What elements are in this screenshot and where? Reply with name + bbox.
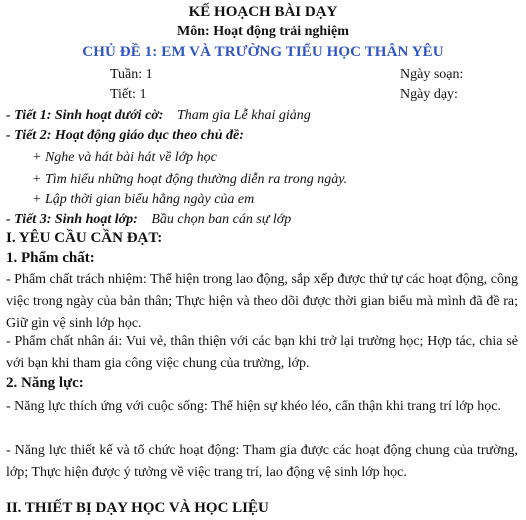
- section-1-heading: I. YÊU CẦU CẦN ĐẠT:: [6, 230, 163, 246]
- lesson-3-label: - Tiết 3: Sinh hoạt lớp:: [6, 212, 138, 227]
- lesson-2: [6, 126, 520, 146]
- paragraph-design-ability: - Năng lực thiết kế và tổ chức hoạt động: Tham gia được các hoạt động chung của trường, lớp; Thực hiện được ý tưởng về việc trang trí, lao động vệ sinh lớp học.: [6, 443, 518, 480]
- paragraph-kindness: - Phẩm chất nhân ái: Vui vẻ, thân thiện với các bạn khi trở lại trường học; Hợp tác, chia sẻ với bạn khi tham gia công việc chung của trường, lớp.: [6, 334, 518, 371]
- lesson-2-item: + Nghe và hát bài hát về lớp học: [32, 150, 217, 165]
- lesson-2-label: - Tiết 2: Hoạt động giáo dục theo chủ đề:: [6, 128, 244, 143]
- lesson-2-item: + Tìm hiểu những hoạt động thường diễn ra trong ngày.: [32, 172, 348, 187]
- subject-line: Môn: Hoạt động trải nghiệm: [177, 24, 349, 39]
- period-label: Tiết: 1: [110, 87, 147, 102]
- topic-heading: CHỦ ĐỀ 1: EM VÀ TRƯỜNG TIỂU HỌC THÂN YÊU: [82, 44, 444, 60]
- paragraph-responsibility: - Phẩm chất trách nhiệm: Thể hiện trong lao động, sắp xếp được thứ tự các hoạt động, công việc trong ngày của bản thân; Thực hiện và theo dõi được thời gian biểu mà mình đã đề ra; Giữ gìn vệ sinh lớp học.: [6, 272, 518, 331]
- date-taught-label: Ngày dạy:: [400, 87, 458, 102]
- section-2-heading: II. THIẾT BỊ DẠY HỌC VÀ HỌC LIỆU: [6, 500, 269, 516]
- lesson-1-text: Tham gia Lễ khai giảng: [176, 108, 311, 123]
- week-label: Tuần: 1: [110, 67, 153, 82]
- lesson-3: [6, 210, 520, 230]
- section-1-sub-1: 1. Phẩm chất:: [6, 250, 95, 266]
- document-title: KẾ HOẠCH BÀI DẠY: [188, 4, 338, 20]
- lesson-3-text: Bầu chọn ban cán sự lớp: [151, 212, 292, 227]
- section-1-sub-2: 2. Năng lực:: [6, 375, 84, 391]
- lesson-1-label: - Tiết 1: Sinh hoạt dưới cờ:: [6, 108, 164, 123]
- paragraph-adaptability: - Năng lực thích ứng với cuộc sống: Thể hiện sự khéo léo, cẩn thận khi trang trí lớp học.: [6, 399, 501, 414]
- date-prepared-label: Ngày soạn:: [400, 67, 464, 82]
- lesson-1: [6, 106, 520, 126]
- lesson-2-item: + Lập thời gian biểu hằng ngày của em: [32, 192, 255, 207]
